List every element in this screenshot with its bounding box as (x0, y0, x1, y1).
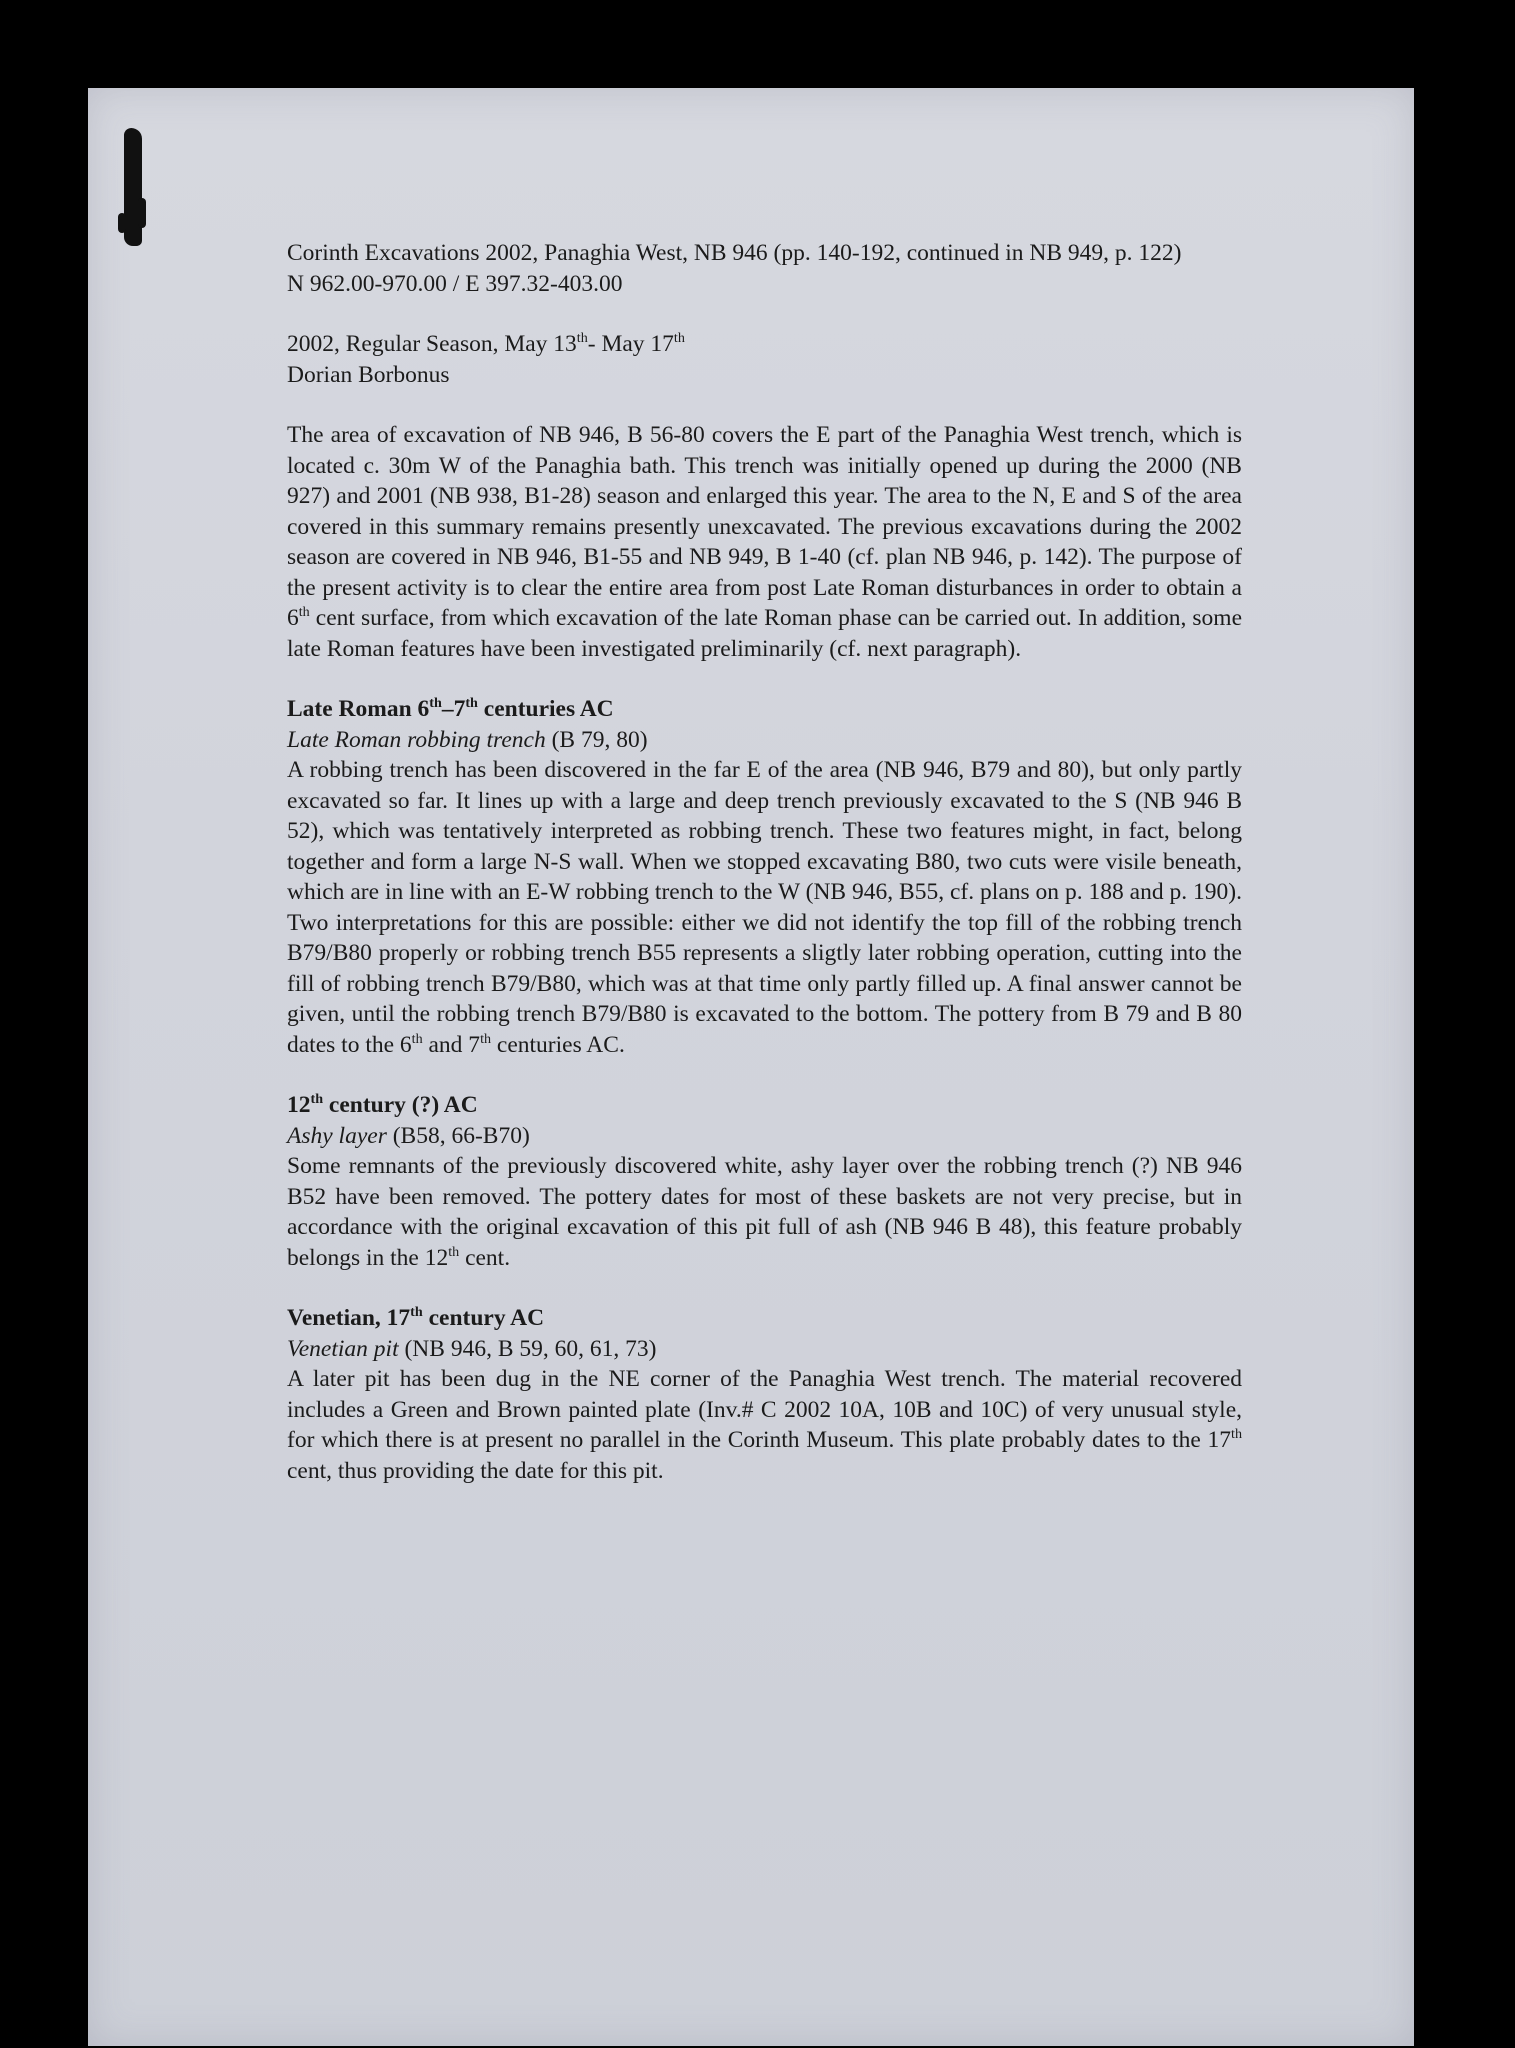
venetian-subheading: Venetian pit (NB 946, B 59, 60, 61, 73) (287, 1335, 657, 1362)
late-roman-paragraph: A robbing trench has been discovered in the far E of the area (NB 946, B79 and 80), but only partly excavated so far. It lines up with a large and deep trench previously excavated to the S (NB 946 B 52), which was tentatively interpreted as robbing trench. These two features might, in fact, belong together and form a large N-S wall. When we stopped excavating B80, two cuts were visile beneath, which are in line with an E-W robbing trench to the W (NB 946, B55, cf. plans on p. 188 and p. 190). Two interpretations for this are possible: either we did not identify the top fill of the robbing trench B79/B80 properly or robbing trench B55 represents a sligtly later robbing operation, cutting into the fill of robbing trench B79/B80, which was at that time only partly filled up. A final answer cannot be given, until the robbing trench B79/B80 is excavated to the bottom. The pottery from B 79 and B 80 dates to the 6th and 7th centuries AC. (287, 757, 1242, 1058)
spacer (287, 1060, 1242, 1090)
spacer (287, 390, 1242, 420)
intro-paragraph: The area of excavation of NB 946, B 56-80 covers the E part of the Panaghia West trench, which is located c. 30m W of the Panaghia bath. This trench was initially opened up during the 2000 (NB 927) and 2001 (NB 938, B1-28) season and enlarged this year. The area to the N, E and S of the area covered in this summary remains presently unexcavated. The previous excavations during the 2002 season are covered in NB 946, B1-55 and NB 949, B 1-40 (cf. plan NB 946, p. 142). The purpose of the present activity is to clear the entire area from post Late Roman disturbances in order to obtain a 6th cent surface, from which excavation of the late Roman phase can be carried out. In addition, some late Roman features have been investigated preliminarily (cf. next paragraph). (287, 422, 1242, 662)
late-roman-subheading: Late Roman robbing trench (B 79, 80) (287, 726, 648, 753)
ink-mark (124, 128, 142, 246)
season-line: 2002, Regular Season, May 13th- May 17th (287, 330, 685, 357)
author: Dorian Borbonus (287, 361, 450, 388)
twelfth-century-heading: 12th century (?) AC (287, 1091, 478, 1118)
header-line-2: N 962.00-970.00 / E 397.32-403.00 (287, 270, 623, 297)
twelfth-century-subheading: Ashy layer (B58, 66-B70) (287, 1122, 530, 1149)
spacer (287, 664, 1242, 694)
document-content (287, 238, 1242, 1486)
spacer (287, 1273, 1242, 1303)
spacer (287, 299, 1242, 329)
document-page (88, 88, 1414, 2046)
late-roman-heading: Late Roman 6th–7th centuries AC (287, 695, 614, 722)
header-line-1: Corinth Excavations 2002, Panaghia West, NB 946 (pp. 140-192, continued in NB 949, p. 122) (287, 240, 1182, 266)
venetian-paragraph: A later pit has been dug in the NE corner of the Panaghia West trench. The material recovered includes a Green and Brown painted plate (Inv.# C 2002 10A, 10B and 10C) of very unusual style, for which there is at present no parallel in the Corinth Museum. This plate probably dates to the 17th cent, thus providing the date for this pit. (287, 1366, 1242, 1484)
twelfth-century-paragraph: Some remnants of the previously discovered white, ashy layer over the robbing trench (?) NB 946 B52 have been removed. The pottery dates for most of these baskets are not very precise, but in accordance with the original excavation of this pit full of ash (NB 946 B 48), this feature probably belongs in the 12th cent. (287, 1153, 1242, 1271)
venetian-heading: Venetian, 17th century AC (287, 1304, 545, 1331)
